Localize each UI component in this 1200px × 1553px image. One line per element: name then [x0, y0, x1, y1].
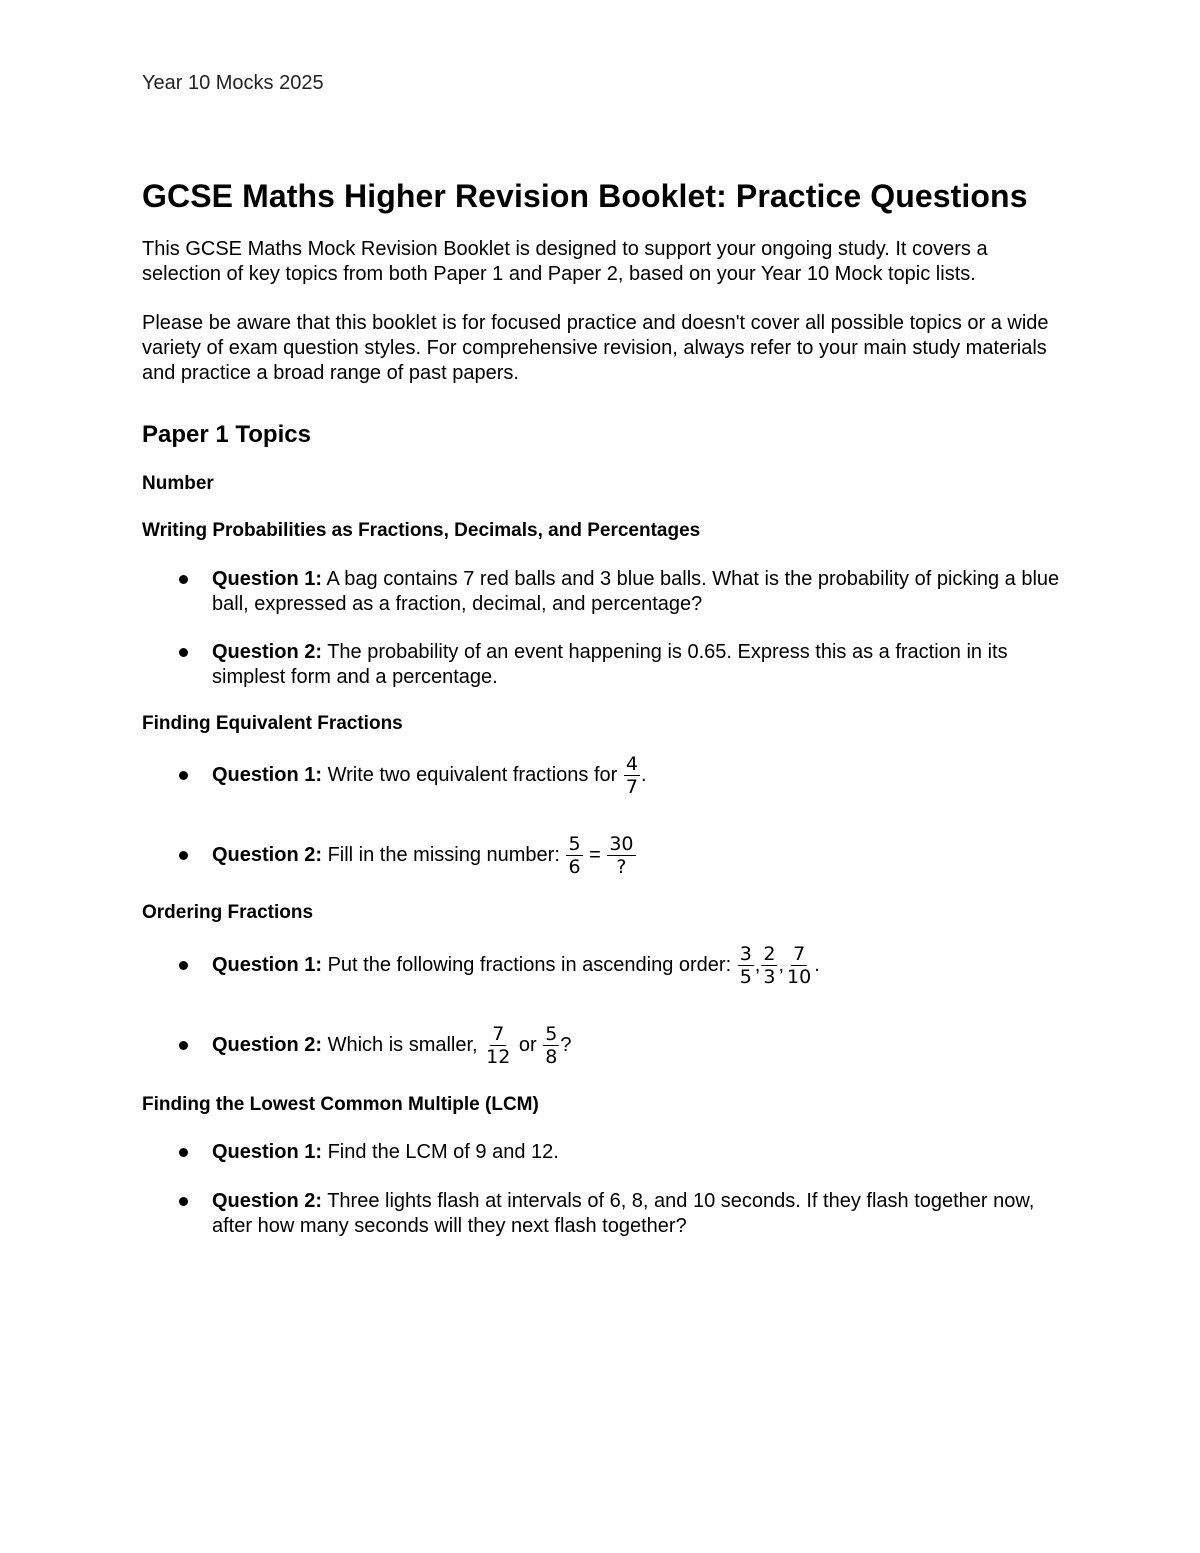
fraction-denominator: 7	[625, 776, 638, 799]
intro-paragraph-2: Please be aware that this booklet is for focused practice and doesn't cover all possible topics or a wide variety of exam question styles. For comprehensive revision, always refer to your main study materials and practice a broad range of past papers.	[142, 312, 1049, 384]
question-label: Question 2:	[212, 641, 323, 663]
fraction	[607, 833, 635, 878]
topic-heading-equivalent-fractions: Finding Equivalent Fractions	[142, 713, 403, 734]
question-label: Question 1:	[212, 954, 323, 976]
question-label: Question 2:	[212, 1190, 323, 1212]
question-text: Write two equivalent fractions for	[322, 764, 623, 786]
list-item	[142, 940, 1062, 990]
section-heading-number: Number	[142, 473, 214, 494]
fraction-numerator: 5	[568, 833, 581, 856]
bullet-icon	[179, 1148, 188, 1157]
fraction	[484, 1023, 512, 1068]
question-text: Which is smaller,	[322, 1034, 484, 1056]
list-item	[142, 567, 1062, 617]
question-text: Find the LCM of 9 and 12.	[322, 1141, 559, 1163]
question-label: Question 2:	[212, 844, 323, 866]
bullet-icon	[179, 1041, 188, 1050]
question-text: Put the following fractions in ascending order:	[322, 954, 737, 976]
fraction-numerator: 7	[793, 943, 806, 966]
question-label: Question 1:	[212, 1141, 323, 1163]
fraction-denominator: 8	[545, 1046, 558, 1069]
document-title: GCSE Maths Higher Revision Booklet: Practice Questions	[142, 178, 1028, 214]
bullet-icon	[179, 648, 188, 657]
question-punctuation: .	[814, 954, 820, 976]
question-list-lcm	[142, 1140, 1062, 1239]
topic-heading-ordering-fractions: Ordering Fractions	[142, 902, 314, 923]
list-item	[142, 640, 1062, 690]
intro-paragraph-1: This GCSE Maths Mock Revision Booklet is designed to support your ongoing study. It covers a selection of key topics from both Paper 1 and Paper 2, based on your Year 10 Mock topic lists.	[142, 238, 988, 285]
question-text: Fill in the missing number:	[322, 844, 566, 866]
list-item	[142, 1020, 1062, 1070]
fraction-denominator: 6	[568, 856, 581, 879]
question-label: Question 1:	[212, 764, 323, 786]
fraction-numerator: 30	[609, 833, 634, 856]
fraction	[785, 943, 813, 988]
fraction-numerator: 5	[545, 1023, 558, 1046]
fraction	[761, 943, 777, 988]
page-header: Year 10 Mocks 2025	[142, 72, 324, 94]
fraction-denominator: 12	[486, 1046, 511, 1069]
question-list-probabilities	[142, 567, 1062, 690]
fraction-numerator: 7	[492, 1023, 505, 1046]
list-item	[142, 830, 1062, 880]
bullet-icon	[179, 961, 188, 970]
question-label: Question 1:	[212, 568, 323, 590]
question-list-ordering-fractions	[142, 940, 1062, 1070]
question-text: The probability of an event happening is 0.65. Express this as a fraction in its simplest form and a percentage.	[212, 641, 1008, 688]
list-item	[142, 750, 1062, 800]
document-body	[142, 174, 1062, 1239]
fraction-denominator: 10	[787, 966, 812, 989]
topic-heading-probabilities: Writing Probabilities as Fractions, Decimals, and Percentages	[142, 520, 701, 541]
bullet-icon	[179, 1197, 188, 1206]
fraction-denominator: ?	[616, 856, 627, 879]
question-text: Three lights flash at intervals of 6, 8, and 10 seconds. If they flash together now, after how many seconds will they next flash together?	[212, 1190, 1035, 1237]
fraction-separator: ,	[778, 954, 785, 976]
bullet-icon	[179, 851, 188, 860]
list-item	[142, 1189, 1062, 1239]
question-punctuation: .	[640, 764, 647, 786]
fraction	[543, 1023, 559, 1068]
question-text-connector: or	[513, 1034, 543, 1056]
bullet-icon	[179, 575, 188, 584]
question-punctuation: ?	[560, 1034, 572, 1056]
fraction	[624, 753, 640, 798]
bullet-icon	[179, 771, 188, 780]
fraction	[738, 943, 754, 988]
fraction-numerator: 2	[763, 943, 776, 966]
fraction	[566, 833, 582, 878]
topic-heading-lcm: Finding the Lowest Common Multiple (LCM)	[142, 1094, 539, 1115]
question-label: Question 2:	[212, 1034, 323, 1056]
fraction-numerator: 3	[739, 943, 752, 966]
fraction-separator: ,	[754, 954, 761, 976]
fraction-denominator: 5	[739, 966, 752, 989]
fraction-numerator: 4	[625, 753, 638, 776]
question-text: A bag contains 7 red balls and 3 blue balls. What is the probability of picking a blue ball, expressed as a fraction, decimal, and percentage?	[212, 568, 1060, 615]
list-item	[142, 1140, 1062, 1165]
equals-sign: =	[583, 844, 607, 866]
paper1-heading: Paper 1 Topics	[142, 421, 311, 448]
question-list-equivalent-fractions	[142, 750, 1062, 880]
fraction-denominator: 3	[763, 966, 776, 989]
